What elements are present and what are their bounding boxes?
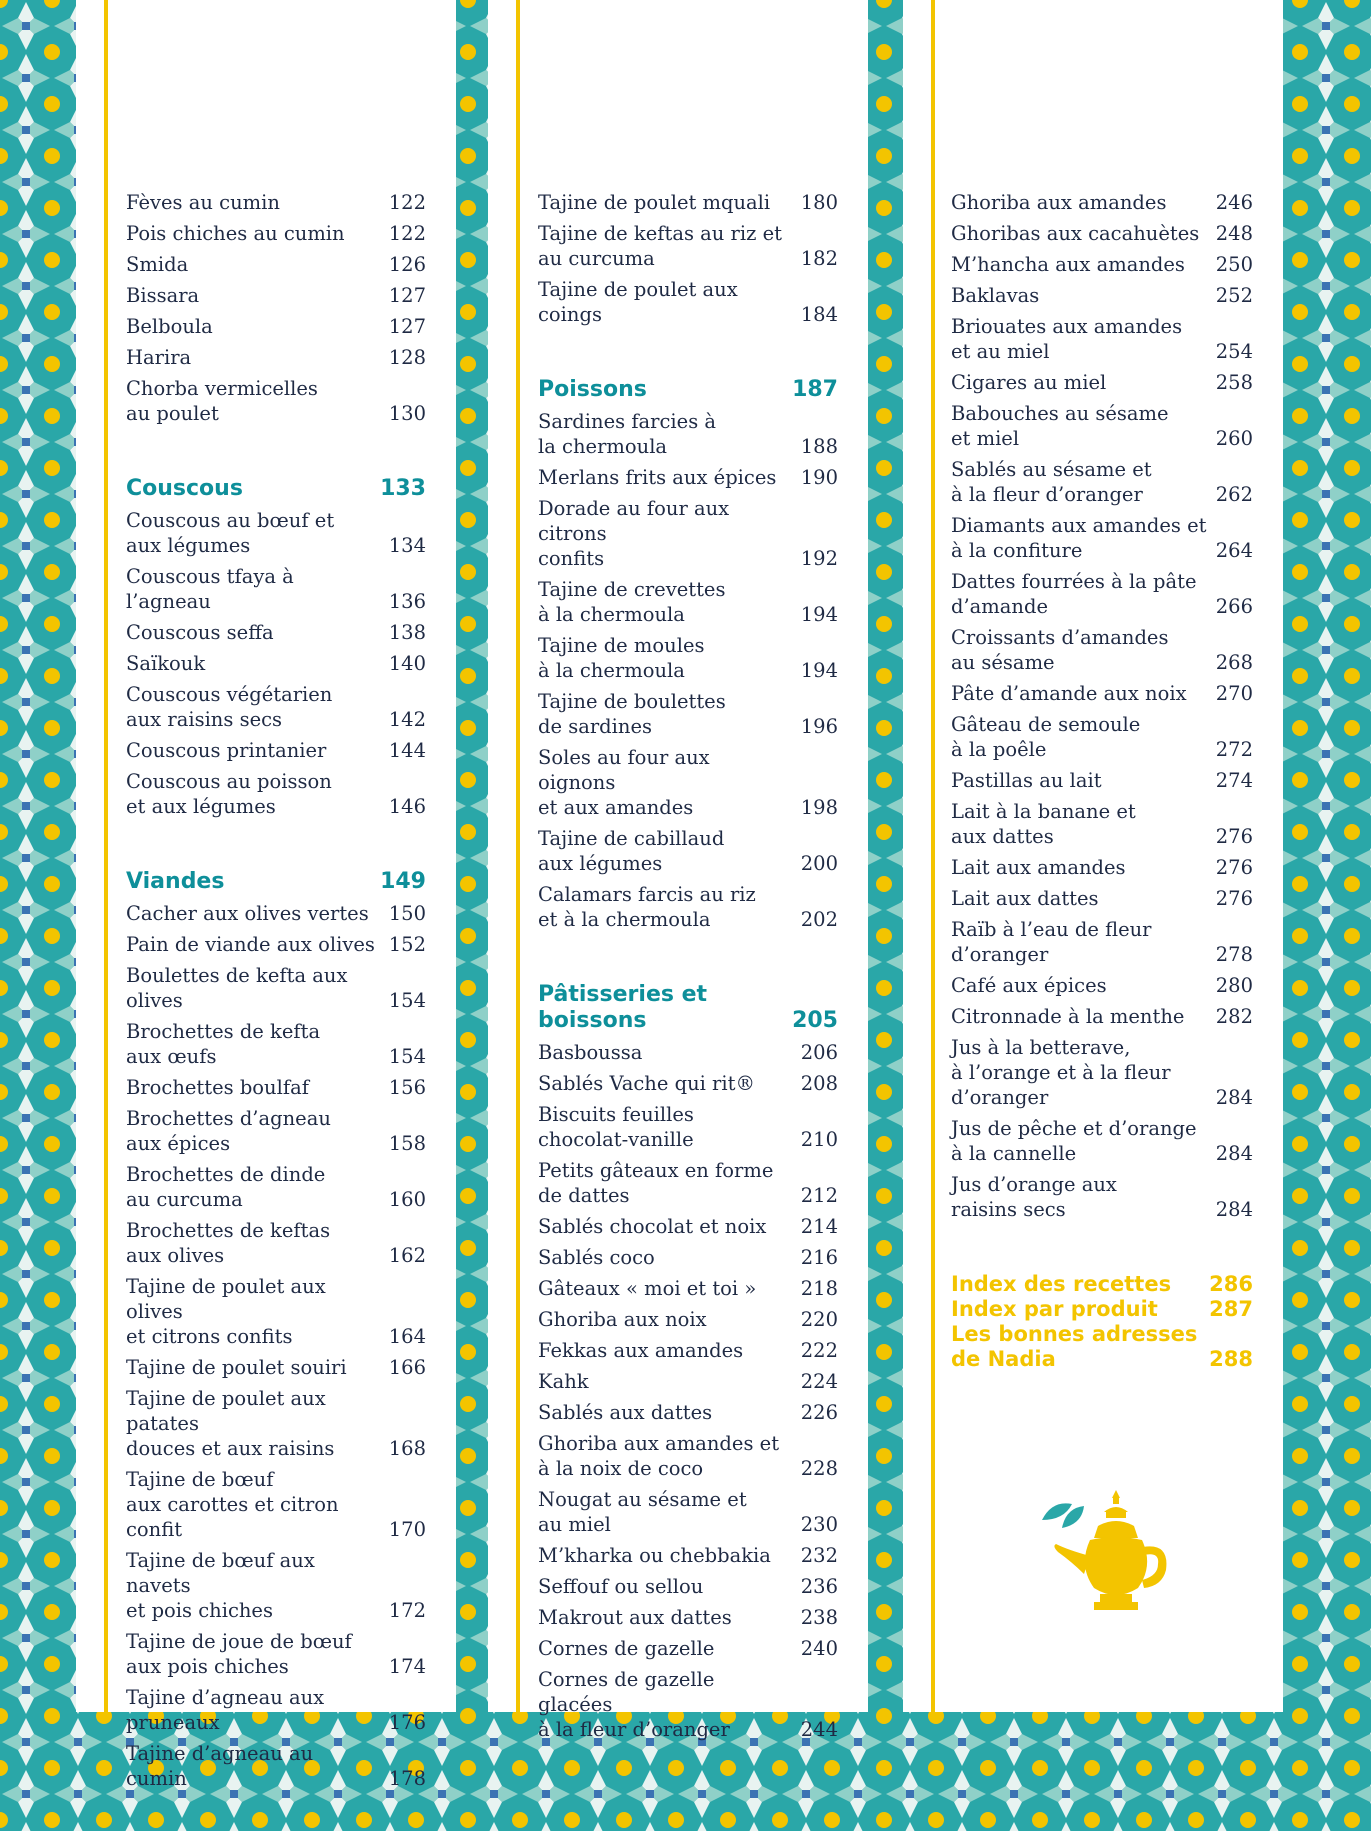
entry-title: Gâteau de semoule à la poêle <box>951 713 1141 761</box>
entry-page: 222 <box>800 1339 838 1362</box>
toc-entry <box>538 1431 838 1481</box>
toc-entry <box>538 409 838 459</box>
entry-title: Baklavas <box>951 284 1040 307</box>
entry-page: 276 <box>1215 887 1253 910</box>
section-page: 149 <box>380 869 426 894</box>
entry-page: 202 <box>800 908 838 931</box>
entry-title: Lait aux dattes <box>951 887 1099 910</box>
entry-page: 144 <box>388 739 426 762</box>
entry-title: Lait à la banane et aux dattes <box>951 800 1136 848</box>
entry-title: Couscous au bœuf et aux légumes <box>126 509 335 557</box>
entry-page: 126 <box>388 253 426 276</box>
entry-title: Pain de viande aux olives <box>126 933 375 956</box>
toc-entry <box>126 1162 426 1212</box>
toc-entry <box>126 932 426 957</box>
entry-page: 266 <box>1215 595 1253 618</box>
entry-page: 262 <box>1215 483 1253 506</box>
entry-page: 152 <box>388 933 426 956</box>
section-heading-patisseries <box>538 982 838 1034</box>
entry-title: Ghoriba aux amandes et à la noix de coco <box>538 1432 780 1480</box>
entry-page: 178 <box>388 1767 426 1790</box>
entries-couscous-list <box>126 508 426 819</box>
toc-entry <box>951 886 1253 911</box>
toc-entry <box>538 826 838 876</box>
entry-title: Sablés aux dattes <box>538 1401 713 1424</box>
index-link[interactable] <box>951 1297 1253 1322</box>
entry-title: Croissants d’amandes au sésame <box>951 626 1169 674</box>
section-title: Viandes <box>126 869 225 894</box>
entry-page: 228 <box>800 1457 838 1480</box>
entry-page: 284 <box>1215 1142 1253 1165</box>
toc-entry <box>951 681 1253 706</box>
entry-page: 236 <box>800 1575 838 1598</box>
entry-page: 272 <box>1215 738 1253 761</box>
toc-entry <box>538 1102 838 1152</box>
entry-title: Soles au four aux oignons et aux amandes <box>538 746 710 819</box>
section-title: Poissons <box>538 377 647 402</box>
toc-entry <box>126 769 426 819</box>
entry-title: Fekkas aux amandes <box>538 1339 744 1362</box>
panel-right-rule <box>931 0 935 1712</box>
toc-entry <box>126 252 426 277</box>
toc-entry <box>538 221 838 271</box>
entry-title: Index des recettes <box>951 1272 1172 1296</box>
toc-entry <box>538 1338 838 1363</box>
toc-entry <box>951 252 1253 277</box>
toc-entry <box>951 370 1253 395</box>
entry-page: 250 <box>1215 253 1253 276</box>
entry-page: 122 <box>388 191 426 214</box>
entry-page: 212 <box>800 1184 838 1207</box>
entry-page: 146 <box>388 795 426 818</box>
entries-top-list <box>951 190 1253 1222</box>
toc-entry <box>538 577 838 627</box>
entry-page: 122 <box>388 222 426 245</box>
entry-page: 180 <box>800 191 838 214</box>
entry-page: 154 <box>388 1045 426 1068</box>
toc-entry <box>951 973 1253 998</box>
toc-entry <box>538 190 838 215</box>
toc-entry <box>126 314 426 339</box>
toc-entry <box>951 855 1253 880</box>
entry-title: Dattes fourrées à la pâte d’amande <box>951 570 1197 618</box>
toc-entry <box>951 917 1253 967</box>
entry-title: Fèves au cumin <box>126 191 280 214</box>
entry-title: Tajine de poulet aux patates douces et aux raisins <box>126 1387 335 1460</box>
toc-entry <box>538 745 838 820</box>
entry-title: Bissara <box>126 284 200 307</box>
entry-page: 154 <box>388 989 426 1012</box>
entry-page: 128 <box>388 346 426 369</box>
toc-entry <box>126 1741 426 1791</box>
entries-patisseries-list <box>538 1040 838 1742</box>
entry-page: 286 <box>1209 1272 1253 1296</box>
toc-entry <box>951 457 1253 507</box>
entry-title: Sablés coco <box>538 1246 655 1269</box>
toc-entry <box>951 712 1253 762</box>
entry-title: Tajine d’agneau aux pruneaux <box>126 1686 325 1734</box>
section-page: 133 <box>380 476 426 501</box>
entry-page: 246 <box>1215 191 1253 214</box>
entry-title: Sardines farcies à la chermoula <box>538 410 717 458</box>
toc-entry <box>126 1106 426 1156</box>
toc-entry <box>951 625 1253 675</box>
entry-page: 134 <box>388 534 426 557</box>
entries-top-list <box>538 190 838 327</box>
entry-page: 162 <box>388 1244 426 1267</box>
entry-title: Tajine de bœuf aux carottes et citron confit <box>126 1468 339 1541</box>
toc-entry <box>951 314 1253 364</box>
entry-title: Sablés au sésame et à la fleur d’oranger <box>951 458 1152 506</box>
entry-page: 160 <box>388 1188 426 1211</box>
toc-entry <box>538 1574 838 1599</box>
toc-entry <box>126 1218 426 1268</box>
entry-page: 200 <box>800 852 838 875</box>
entry-title: Couscous tfaya à l’agneau <box>126 565 294 613</box>
entry-title: Belboula <box>126 315 213 338</box>
entry-title: Kahk <box>538 1370 589 1393</box>
entry-title: Brochettes de keftas aux olives <box>126 1219 331 1267</box>
entry-page: 188 <box>800 435 838 458</box>
entry-title: Brochettes d’agneau aux épices <box>126 1107 331 1155</box>
section-page: 187 <box>792 377 838 402</box>
entry-page: 206 <box>800 1041 838 1064</box>
toc-entry <box>951 221 1253 246</box>
entry-page: 240 <box>800 1637 838 1660</box>
toc-entry <box>126 1019 426 1069</box>
entry-page: 194 <box>800 659 838 682</box>
entry-page: 182 <box>800 247 838 270</box>
entry-title: Ghoribas aux cacahuètes <box>951 222 1200 245</box>
toc-entry <box>126 1685 426 1735</box>
entry-title: Jus à la betterave, à l’orange et à la fleur d’oranger <box>951 1036 1171 1109</box>
entry-page: 198 <box>800 796 838 819</box>
toc-entry <box>538 1400 838 1425</box>
entry-title: Pastillas au lait <box>951 769 1102 792</box>
entry-title: Citronnade à la menthe <box>951 1005 1185 1028</box>
entry-page: 260 <box>1215 427 1253 450</box>
toc-entry <box>126 190 426 215</box>
entry-page: 248 <box>1215 222 1253 245</box>
entry-page: 287 <box>1209 1297 1253 1321</box>
index-link[interactable] <box>951 1272 1253 1297</box>
entry-title: Makrout aux dattes <box>538 1606 732 1629</box>
toc-entry <box>951 799 1253 849</box>
toc-entry <box>538 277 838 327</box>
entries-viandes-list <box>126 901 426 1791</box>
toc-entry <box>126 1386 426 1461</box>
entry-title: Sablés chocolat et noix <box>538 1215 767 1238</box>
panel-left-rule <box>104 0 108 1712</box>
entry-page: 164 <box>388 1325 426 1348</box>
entry-title: Lait aux amandes <box>951 856 1126 879</box>
entry-title: Calamars farcis au riz et à la chermoula <box>538 883 756 931</box>
toc-entry <box>126 221 426 246</box>
entries-poissons-list <box>538 409 838 932</box>
toc-entry <box>538 1071 838 1096</box>
toc-entry <box>538 1369 838 1394</box>
toc-entry <box>126 376 426 426</box>
entry-title: Babouches au sésame et miel <box>951 402 1169 450</box>
toc-entry <box>538 1276 838 1301</box>
section-title: Couscous <box>126 476 243 501</box>
toc-entry <box>126 1355 426 1380</box>
entry-title: Tajine de poulet aux olives et citrons confits <box>126 1275 326 1348</box>
entry-title: Dorade au four aux citrons confits <box>538 497 730 570</box>
entry-page: 274 <box>1215 769 1253 792</box>
toc-entry <box>538 1245 838 1270</box>
entry-title: Smida <box>126 253 189 276</box>
toc-entry <box>538 496 838 571</box>
entry-page: 196 <box>800 715 838 738</box>
toc-entry <box>126 1274 426 1349</box>
toc-entry <box>951 190 1253 215</box>
entry-page: 210 <box>800 1128 838 1151</box>
entry-title: Ghoriba aux noix <box>538 1308 707 1331</box>
entry-title: Pâte d’amande aux noix <box>951 682 1187 705</box>
entry-title: Tajine de cabillaud aux légumes <box>538 827 725 875</box>
entry-title: Cornes de gazelle glacées à la fleur d’oranger <box>538 1668 730 1741</box>
entry-title: Petits gâteaux en forme de dattes <box>538 1159 774 1207</box>
toc-entry <box>126 651 426 676</box>
entry-page: 220 <box>800 1308 838 1331</box>
entry-page: 127 <box>388 315 426 338</box>
entry-page: 208 <box>800 1072 838 1095</box>
entry-title: Cornes de gazelle <box>538 1637 715 1660</box>
panel-middle-rule <box>516 0 520 1712</box>
entry-title: Boulettes de kefta aux olives <box>126 964 348 1012</box>
section-heading-viandes <box>126 869 426 895</box>
toc-entry <box>538 1307 838 1332</box>
entry-page: 270 <box>1215 682 1253 705</box>
toc-entry <box>126 1467 426 1542</box>
toc-entry <box>951 1035 1253 1110</box>
toc-entry <box>126 620 426 645</box>
entry-page: 280 <box>1215 974 1253 997</box>
entry-page: 184 <box>800 303 838 326</box>
entry-page: 226 <box>800 1401 838 1424</box>
toc-entry <box>126 564 426 614</box>
entry-title: Tajine de joue de bœuf aux pois chiches <box>126 1630 352 1678</box>
entry-page: 224 <box>800 1370 838 1393</box>
entry-page: 252 <box>1215 284 1253 307</box>
entry-title: Couscous végétarien aux raisins secs <box>126 683 333 731</box>
entry-title: Couscous au poisson et aux légumes <box>126 770 332 818</box>
entry-title: Tajine de poulet mquali <box>538 191 771 214</box>
section-heading-couscous <box>126 476 426 502</box>
entry-title: Cigares au miel <box>951 371 1107 394</box>
entry-page: 230 <box>800 1513 838 1536</box>
entry-title: Basboussa <box>538 1041 643 1064</box>
entry-title: Tajine de boulettes de sardines <box>538 690 726 738</box>
entry-page: 168 <box>388 1437 426 1460</box>
toc-entry <box>538 1636 838 1661</box>
entry-page: 284 <box>1215 1198 1253 1221</box>
entry-page: 176 <box>388 1711 426 1734</box>
entry-title: Chorba vermicelles au poulet <box>126 377 318 425</box>
entry-page: 284 <box>1215 1086 1253 1109</box>
toc-column-3 <box>951 190 1253 1372</box>
entry-page: 218 <box>800 1277 838 1300</box>
entry-page: 216 <box>800 1246 838 1269</box>
entry-page: 268 <box>1215 651 1253 674</box>
entry-page: 276 <box>1215 825 1253 848</box>
entry-title: Index par produit <box>951 1297 1158 1321</box>
entry-title: Merlans frits aux épices <box>538 466 777 489</box>
index-links <box>951 1272 1253 1372</box>
entry-page: 192 <box>800 547 838 570</box>
toc-entry <box>126 738 426 763</box>
entry-title: Harira <box>126 346 192 369</box>
entry-title: Tajine de keftas au riz et au curcuma <box>538 222 782 270</box>
entry-page: 276 <box>1215 856 1253 879</box>
entry-title: Briouates aux amandes et au miel <box>951 315 1183 363</box>
toc-entry <box>538 1605 838 1630</box>
section-page: 205 <box>792 1008 838 1033</box>
toc-entry <box>538 465 838 490</box>
entry-title: Brochettes de dinde au curcuma <box>126 1163 326 1211</box>
entry-title: Seffouf ou sellou <box>538 1575 704 1598</box>
toc-entry <box>538 1487 838 1537</box>
toc-entry <box>951 1004 1253 1029</box>
entry-page: 136 <box>388 590 426 613</box>
index-link[interactable] <box>951 1322 1253 1372</box>
toc-entry <box>126 1629 426 1679</box>
entry-page: 142 <box>388 708 426 731</box>
toc-entry <box>126 682 426 732</box>
entry-title: Tajine de moules à la chermoula <box>538 634 705 682</box>
entry-page: 138 <box>388 621 426 644</box>
toc-entry <box>951 283 1253 308</box>
entry-title: Biscuits feuilles chocolat-vanille <box>538 1103 694 1151</box>
entry-page: 244 <box>800 1718 838 1741</box>
entry-page: 238 <box>800 1606 838 1629</box>
toc-entry <box>951 1116 1253 1166</box>
entry-title: M’kharka ou chebbakia <box>538 1544 771 1567</box>
entry-title: Tajine d’agneau au cumin <box>126 1742 314 1790</box>
entry-title: M’hancha aux amandes <box>951 253 1185 276</box>
entry-page: 264 <box>1215 539 1253 562</box>
toc-entry <box>538 1158 838 1208</box>
toc-entry <box>126 1548 426 1623</box>
entry-page: 258 <box>1215 371 1253 394</box>
entry-page: 127 <box>388 284 426 307</box>
toc-entry <box>951 569 1253 619</box>
entry-title: Sablés Vache qui rit® <box>538 1072 755 1095</box>
toc-entry <box>126 345 426 370</box>
entry-title: Café aux épices <box>951 974 1107 997</box>
entry-title: Pois chiches au cumin <box>126 222 345 245</box>
entry-page: 172 <box>388 1599 426 1622</box>
entry-page: 158 <box>388 1132 426 1155</box>
toc-column-1 <box>126 190 426 1797</box>
entry-page: 174 <box>388 1655 426 1678</box>
entry-title: Tajine de poulet souiri <box>126 1356 347 1379</box>
entry-page: 278 <box>1215 943 1253 966</box>
toc-column-2 <box>538 190 838 1748</box>
entry-page: 232 <box>800 1544 838 1567</box>
toc-entry <box>538 1667 838 1742</box>
toc-entry <box>538 882 838 932</box>
entry-title: Nougat au sésame et au miel <box>538 1488 747 1536</box>
entry-page: 214 <box>800 1215 838 1238</box>
entries-top-list <box>126 190 426 426</box>
section-title: Pâtisseries et boissons <box>538 982 708 1033</box>
entry-title: Tajine de crevettes à la chermoula <box>538 578 726 626</box>
toc-entry <box>538 633 838 683</box>
entry-title: Ghoriba aux amandes <box>951 191 1167 214</box>
toc-entry <box>126 901 426 926</box>
toc-entry <box>126 508 426 558</box>
toc-entry <box>951 768 1253 793</box>
toc-entry <box>951 513 1253 563</box>
entry-title: Brochettes de kefta aux œufs <box>126 1020 321 1068</box>
toc-entry <box>538 689 838 739</box>
entry-title: Jus d’orange aux raisins secs <box>951 1173 1117 1221</box>
entry-page: 170 <box>388 1518 426 1541</box>
entry-page: 140 <box>388 652 426 675</box>
entry-title: Cacher aux olives vertes <box>126 902 369 925</box>
entry-title: Couscous printanier <box>126 739 327 762</box>
toc-entry <box>538 1543 838 1568</box>
entry-title: Saïkouk <box>126 652 206 675</box>
toc-entry <box>126 963 426 1013</box>
toc-entry <box>951 401 1253 451</box>
entry-title: Tajine de poulet aux coings <box>538 278 738 326</box>
entry-page: 288 <box>1209 1347 1253 1371</box>
entry-page: 156 <box>388 1076 426 1099</box>
toc-entry <box>538 1040 838 1065</box>
entry-page: 130 <box>388 402 426 425</box>
toc-entry <box>538 1214 838 1239</box>
entry-title: Gâteaux « moi et toi » <box>538 1277 757 1300</box>
entry-page: 150 <box>388 902 426 925</box>
teapot-icon <box>1020 1490 1180 1630</box>
entry-page: 190 <box>800 466 838 489</box>
entry-title: Tajine de bœuf aux navets et pois chiches <box>126 1549 315 1622</box>
entry-page: 282 <box>1215 1005 1253 1028</box>
entry-title: Raïb à l’eau de fleur d’oranger <box>951 918 1152 966</box>
entry-title: Couscous seffa <box>126 621 274 644</box>
entry-page: 166 <box>388 1356 426 1379</box>
entry-title: Diamants aux amandes et à la confiture <box>951 514 1207 562</box>
entry-title: Jus de pêche et d’orange à la cannelle <box>951 1117 1197 1165</box>
toc-entry <box>951 1172 1253 1222</box>
section-heading-poissons <box>538 377 838 403</box>
entry-title: Les bonnes adresses de Nadia <box>951 1322 1198 1371</box>
entry-page: 254 <box>1215 340 1253 363</box>
toc-entry <box>126 1075 426 1100</box>
toc-entry <box>126 283 426 308</box>
entry-page: 194 <box>800 603 838 626</box>
entry-title: Brochettes boulfaf <box>126 1076 309 1099</box>
